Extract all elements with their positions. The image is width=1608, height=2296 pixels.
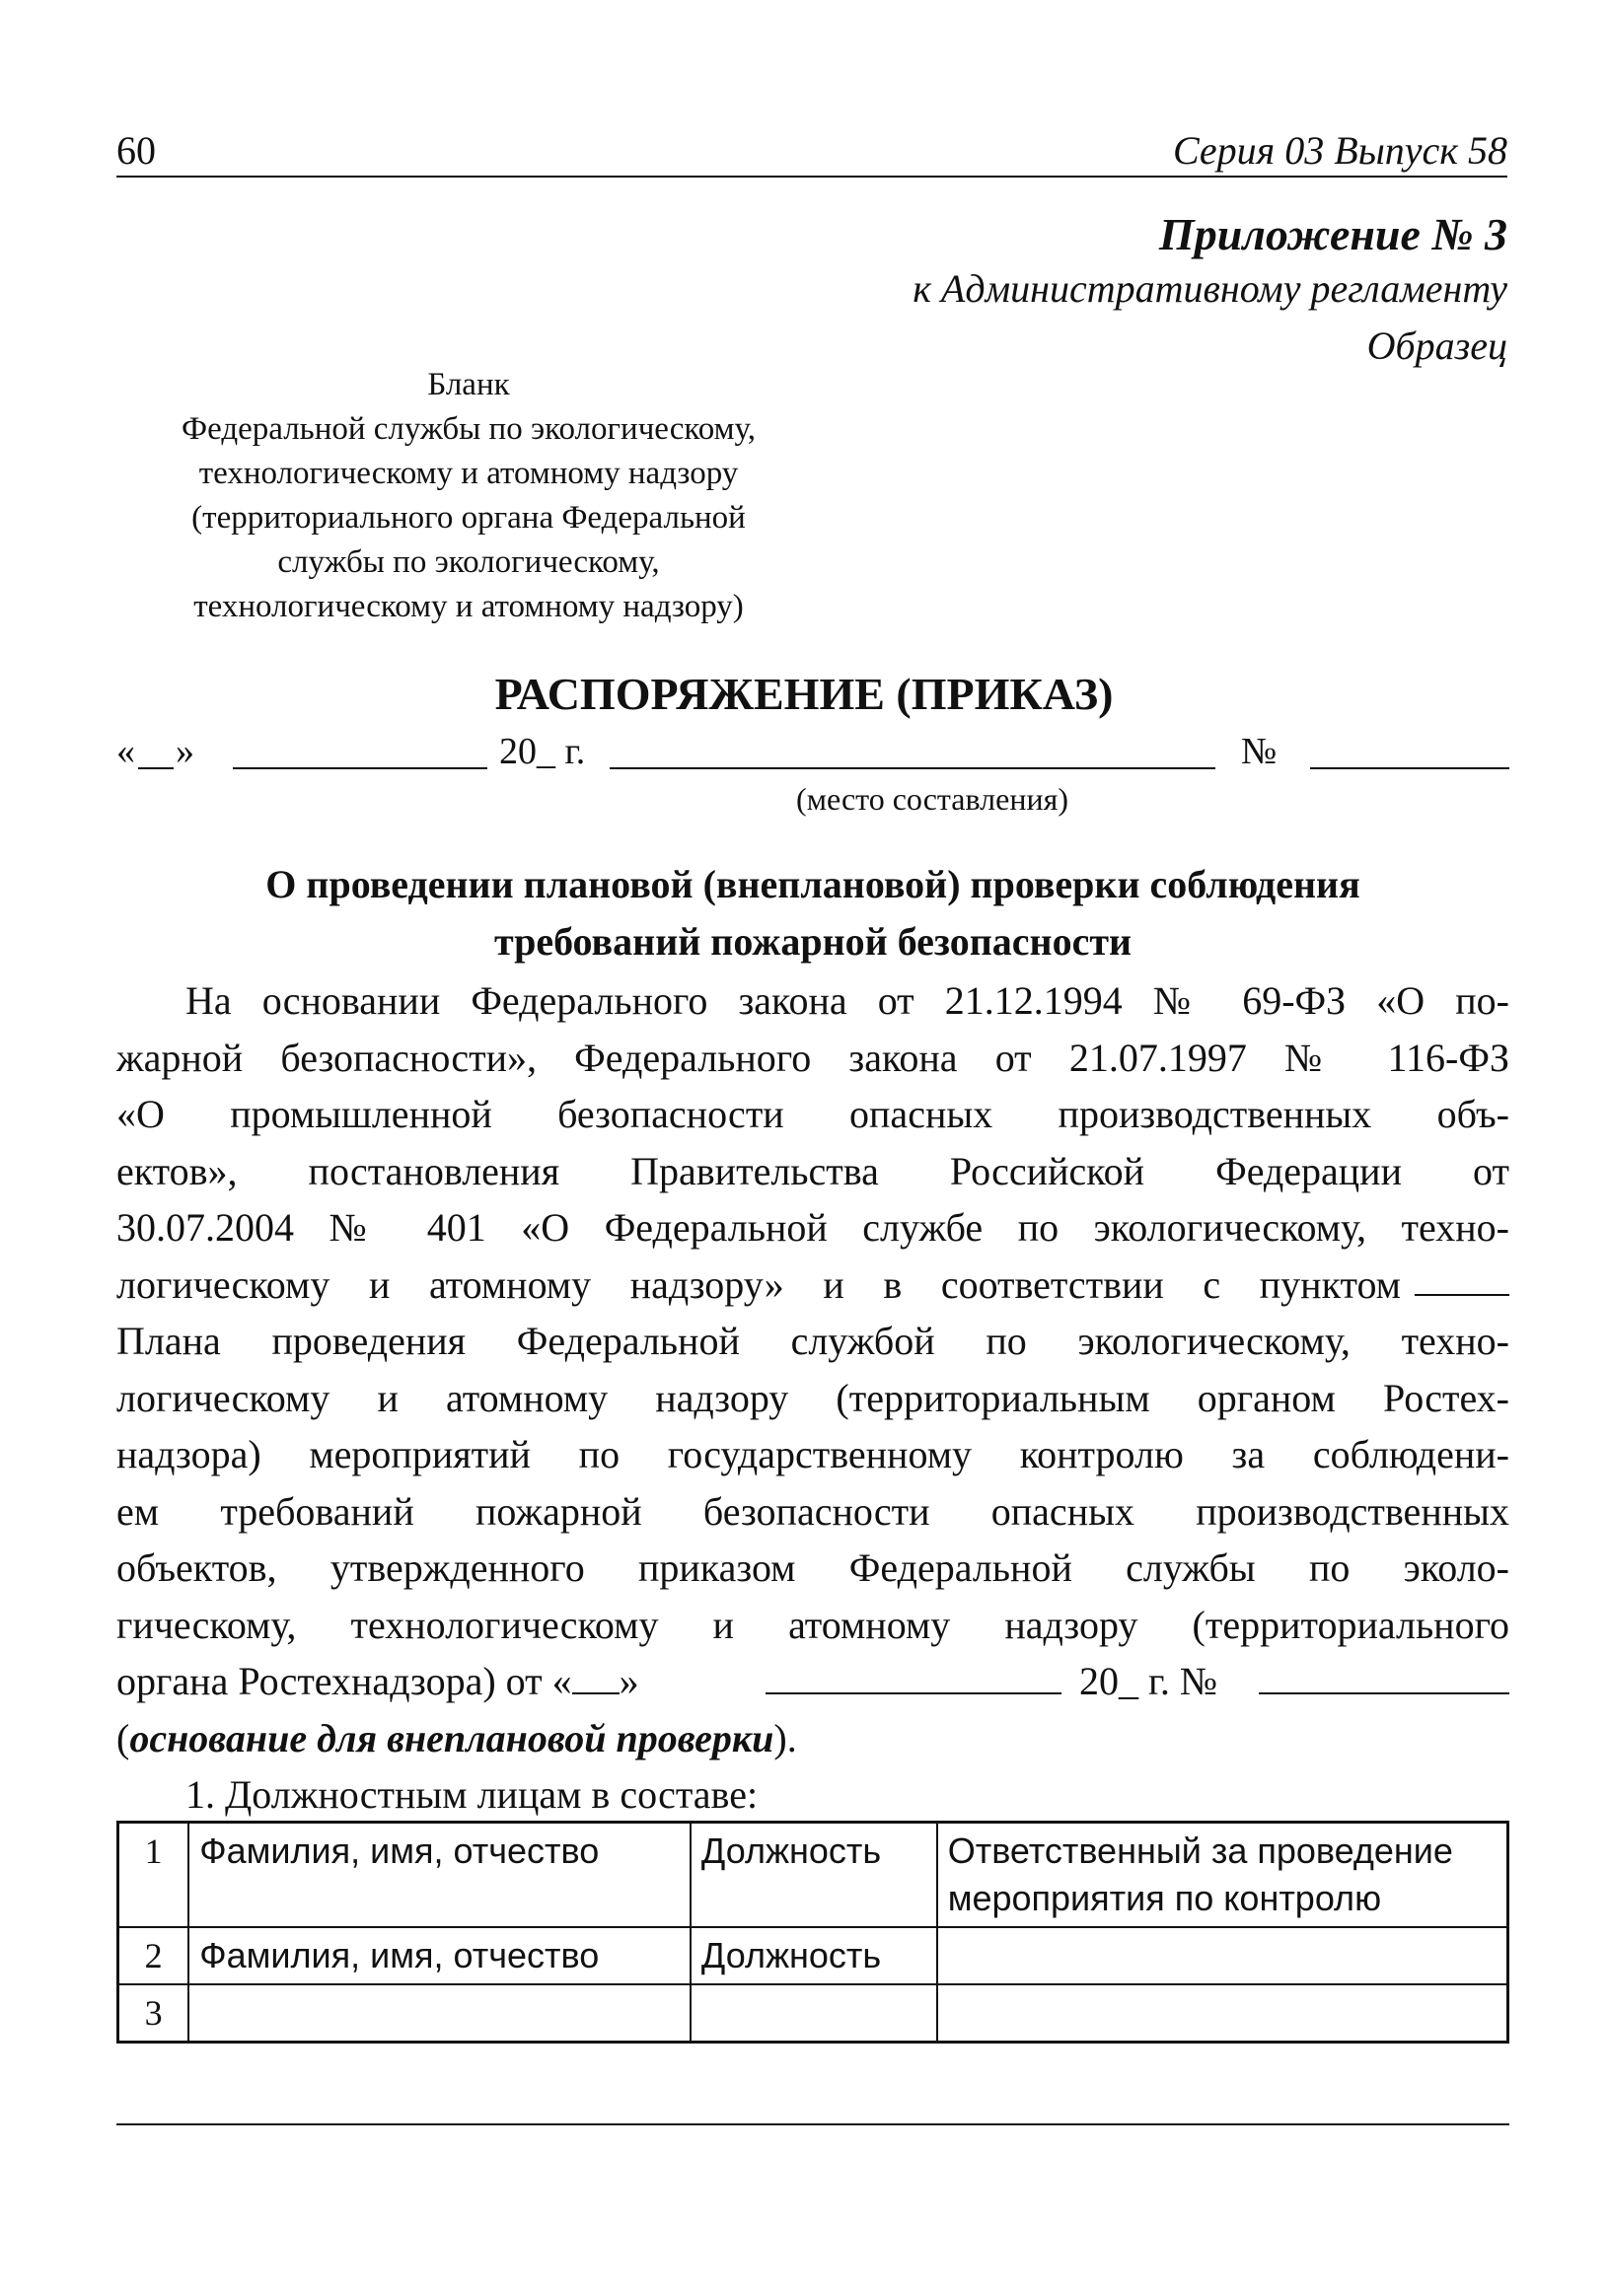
- number-sign: №: [1241, 731, 1278, 772]
- appendix-title: Приложение № 3: [1158, 209, 1507, 259]
- letterhead-line: технологическому и атомному надзору): [193, 589, 744, 624]
- month-blank: [233, 767, 487, 769]
- appendix-sample-label: Образец: [1366, 323, 1507, 368]
- table-row: [118, 1927, 1508, 1984]
- basis-open: (: [116, 1715, 130, 1760]
- letterhead-line: Федеральной службы по экологическому,: [182, 411, 756, 447]
- order-number-blank: [1259, 1655, 1509, 1694]
- day-blank: [138, 767, 174, 769]
- subject-line: О проведении плановой (внеплановой) проверки соблюдения: [265, 862, 1360, 906]
- body-line: надзора) мероприятий по государственному контролю за соблюдени-: [116, 1432, 1509, 1476]
- date-close-quote: »: [176, 731, 194, 772]
- page-number: 60: [116, 128, 156, 173]
- order-date-line: [116, 1653, 1509, 1710]
- basis-line: [116, 1710, 1509, 1767]
- body-line-with-blank: [116, 1256, 1509, 1314]
- body-line: логическому и атомному надзору» и в соответствии с пунктом: [116, 1261, 1401, 1307]
- position-cell: [691, 1984, 937, 2043]
- number-blank: [1310, 767, 1509, 769]
- table-row: [118, 1984, 1508, 2043]
- responsible-cell: [937, 1927, 1508, 1984]
- body-line: 30.07.2004 № 401 «О Федеральной службе по экологическому, техно-: [116, 1205, 1509, 1250]
- row-number: 3: [118, 1984, 189, 2043]
- clause-blank: [1415, 1256, 1509, 1296]
- letterhead-line: (территориального органа Федеральной: [191, 500, 746, 536]
- body-line: ектов», постановления Правительства Российской Федерации от: [116, 1148, 1509, 1193]
- date-open-quote: «: [116, 731, 135, 772]
- body-line: объектов, утвержденного приказом Федеральной службы по эколо-: [116, 1545, 1509, 1590]
- responsible-cell: Ответственный за проведение мероприятия по контролю: [937, 1823, 1508, 1928]
- body-line: гическому, технологическому и атомному надзору (территориального: [116, 1602, 1509, 1647]
- inspection-basis: основание для внеплановой проверки: [129, 1715, 774, 1760]
- row-number: 2: [118, 1927, 189, 1984]
- document-subject: [116, 856, 1509, 970]
- footer-rule: [116, 2123, 1509, 2125]
- inspectors-table: [116, 1821, 1509, 2044]
- body-line: «О промышленной безопасности опасных производственных объ-: [116, 1092, 1509, 1136]
- letterhead-line: службы по экологическому,: [277, 544, 660, 580]
- date-place-number-line: [116, 726, 1509, 777]
- subject-line: требований пожарной безопасности: [493, 919, 1133, 964]
- position-cell: Должность: [691, 1823, 937, 1928]
- full-name-cell: Фамилия, имя, отчество: [188, 1823, 691, 1928]
- order-year-label: 20_ г. №: [1079, 1659, 1218, 1703]
- order-number-area: [1259, 1653, 1509, 1710]
- full-name-cell: [188, 1984, 691, 2043]
- order-date-prefix: органа Ростехнадзора) от «: [116, 1659, 572, 1703]
- body-line: Плана проведения Федеральной службой по экологическому, техно-: [116, 1319, 1509, 1363]
- table-row: [118, 1823, 1508, 1928]
- letterhead-line: Бланк: [427, 367, 510, 402]
- place-caption: (место составления): [796, 781, 1068, 817]
- series-issue: Серия 03 Выпуск 58: [1172, 128, 1507, 173]
- body-line: На основании Федерального закона от 21.12.1994 № 69-ФЗ «О по-: [185, 978, 1509, 1023]
- running-header: [116, 126, 1507, 178]
- letterhead-block: [109, 363, 829, 629]
- place-blank: [610, 767, 1215, 769]
- basis-close: ).: [773, 1715, 797, 1760]
- body-paragraph: [116, 972, 1509, 1824]
- responsible-cell: [937, 1984, 1508, 2043]
- body-line: логическому и атомному надзору (территориальным органом Ростех-: [116, 1375, 1509, 1420]
- year-label: 20_ г.: [499, 731, 586, 772]
- position-cell: Должность: [691, 1927, 937, 1984]
- order-month-blank: [766, 1655, 1061, 1694]
- order-date-close-quote: »: [619, 1659, 639, 1703]
- order-month-area: [766, 1653, 1061, 1710]
- letterhead-line: технологическому и атомному надзору: [198, 456, 739, 491]
- body-line: ем требований пожарной безопасности опасных производственных: [116, 1488, 1509, 1534]
- row-number: 1: [118, 1823, 189, 1928]
- appendix-reference: к Административному регламенту: [913, 266, 1507, 311]
- list-intro: 1. Должностным лицам в составе:: [185, 1772, 759, 1817]
- full-name-cell: Фамилия, имя, отчество: [188, 1927, 691, 1984]
- body-line: жарной безопасности», Федерального закона от 21.07.1997 № 116-ФЗ: [116, 1035, 1509, 1080]
- order-day-blank: [572, 1655, 620, 1694]
- document-title: РАСПОРЯЖЕНИЕ (ПРИКАЗ): [494, 669, 1114, 719]
